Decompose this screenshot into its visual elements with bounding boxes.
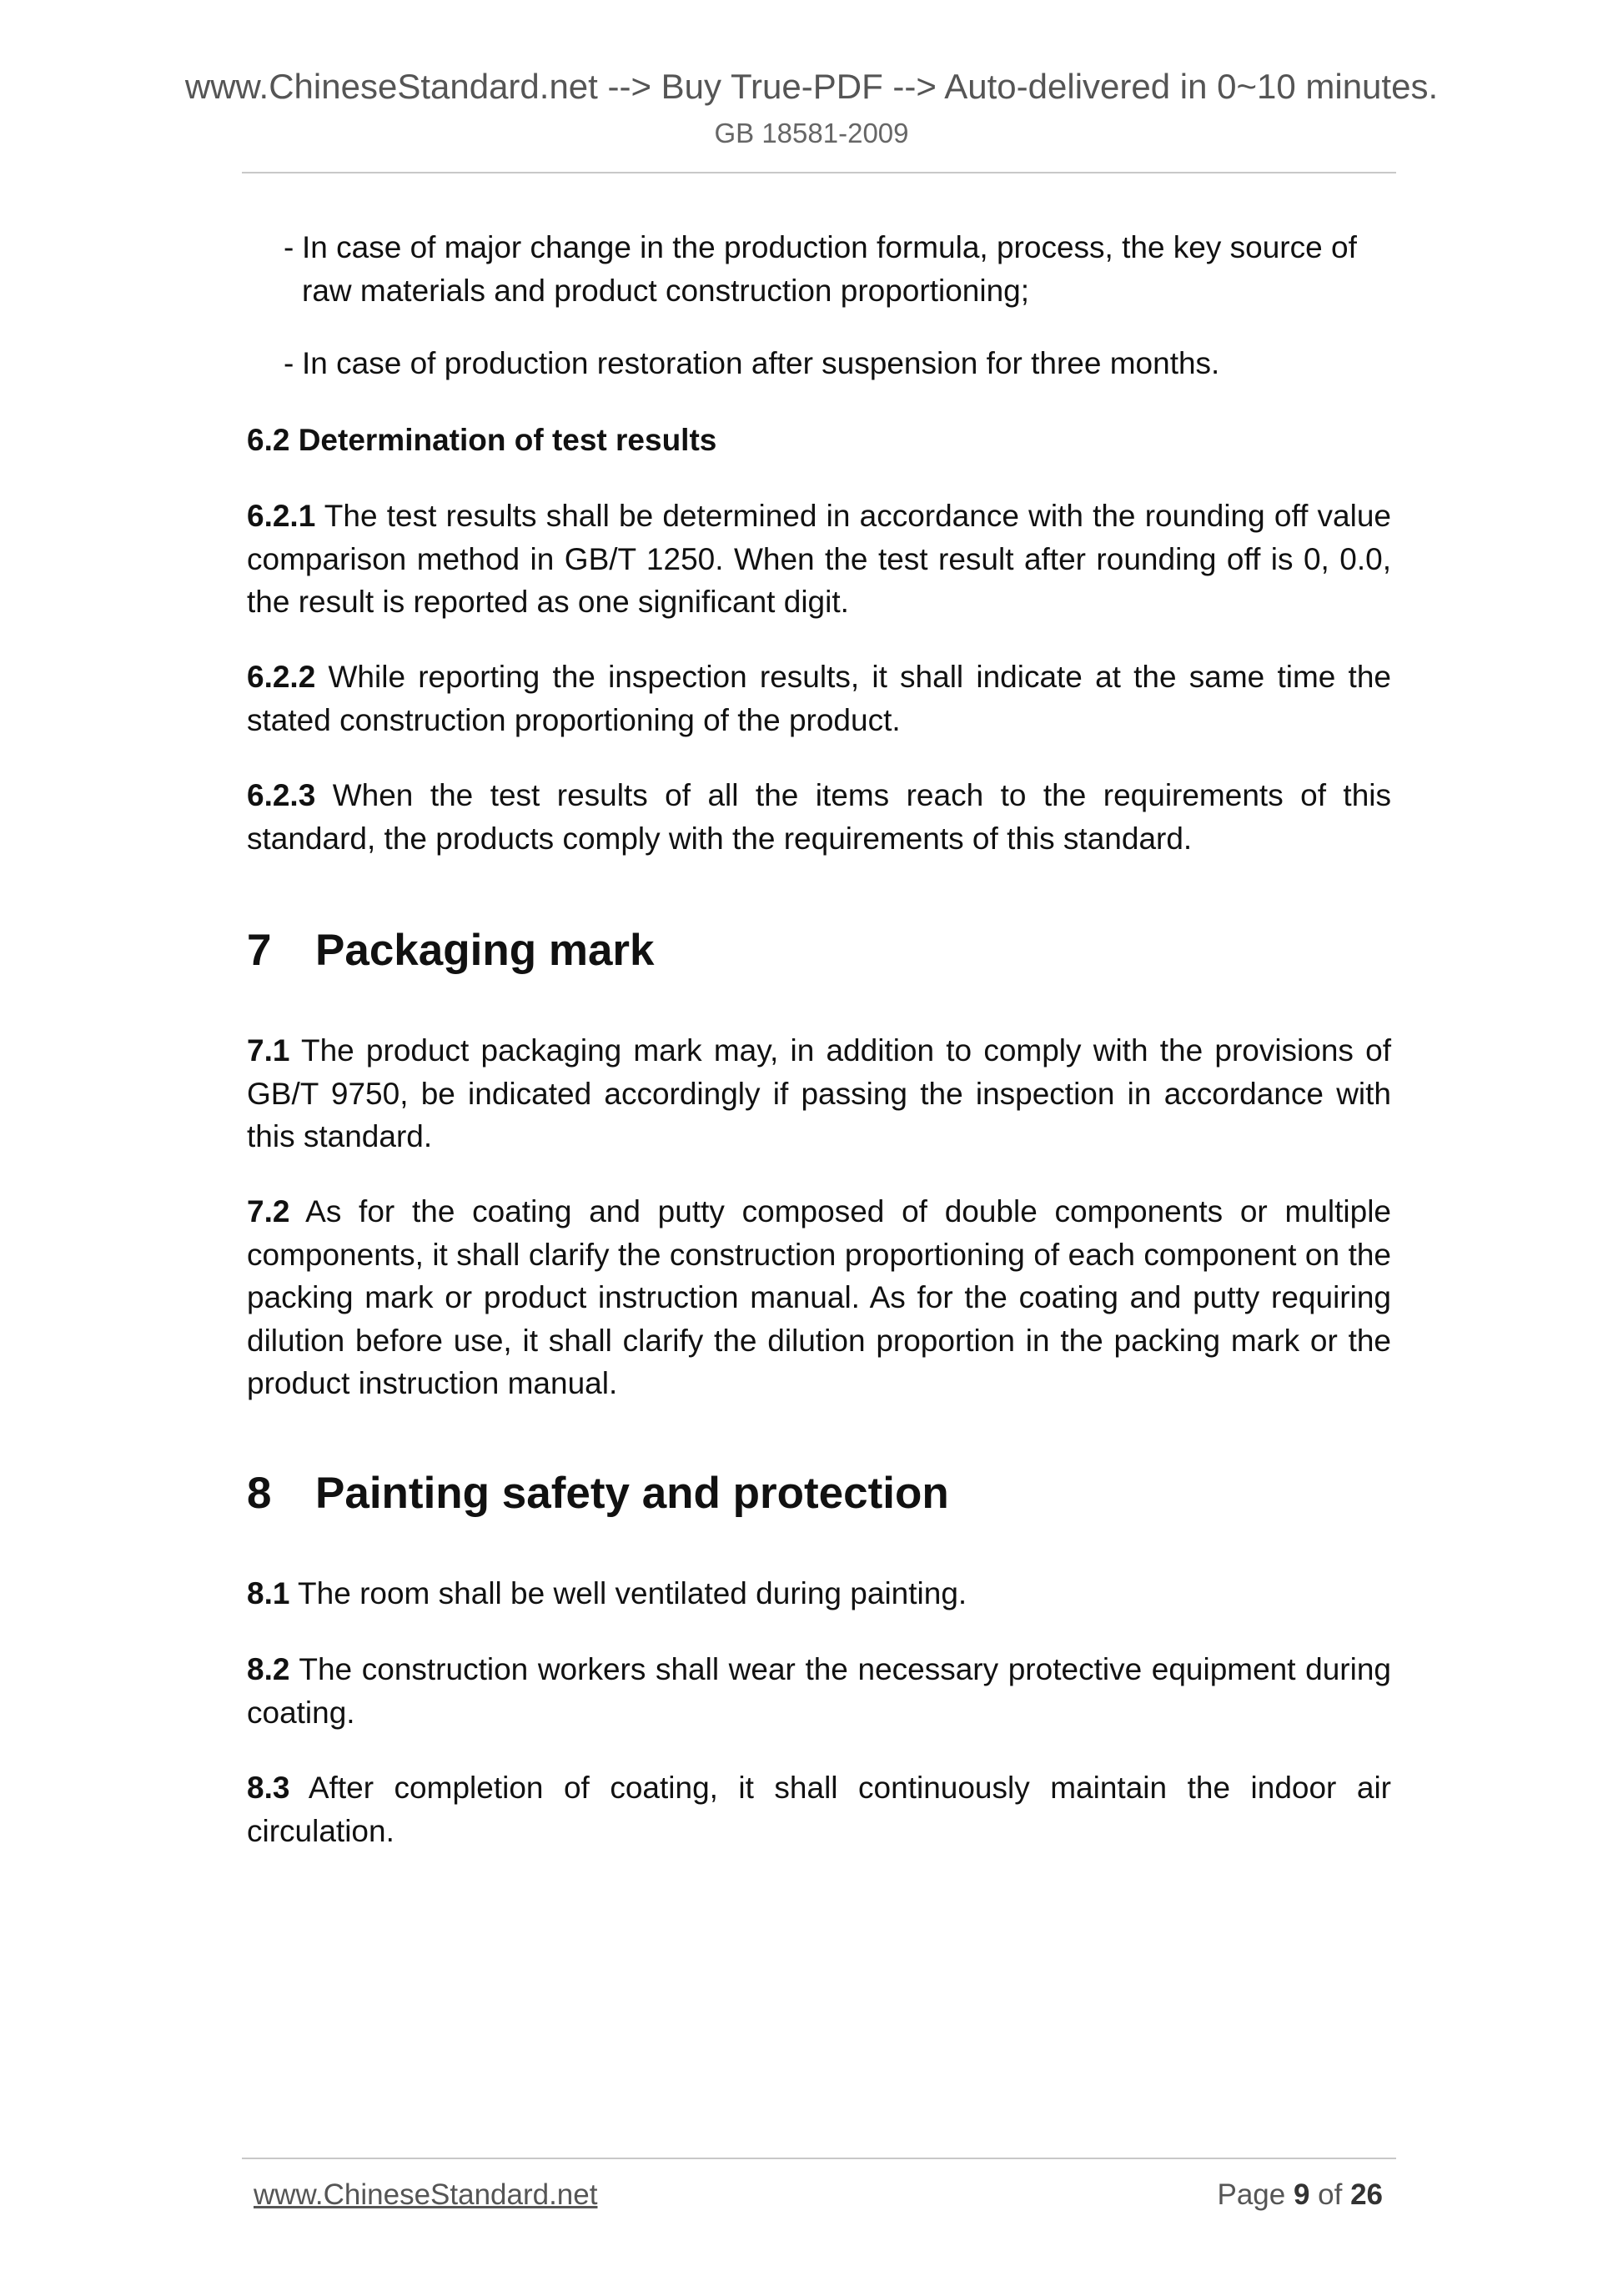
standard-id: GB 18581-2009: [714, 118, 909, 148]
list-item-text: In case of major change in the production formula, process, the key source of raw materials and product construction proportioning;: [302, 230, 1357, 308]
clause-8-2: [247, 1648, 1391, 1734]
page-of: of: [1309, 2178, 1351, 2211]
page-total: 26: [1350, 2178, 1383, 2211]
section-number: 8: [247, 1469, 272, 1518]
clause-number: 7.1: [247, 1033, 290, 1068]
clause-8-3: [247, 1766, 1391, 1852]
footer-website-link[interactable]: www.ChineseStandard.net: [254, 2178, 598, 2211]
header-divider: [242, 172, 1396, 173]
section-number: 7: [247, 926, 272, 975]
clause-number: 8.2: [247, 1652, 290, 1686]
clause-number: 8.3: [247, 1771, 290, 1805]
footer-divider: [242, 2158, 1396, 2159]
bullet-dash: -: [284, 346, 294, 380]
page-current: 9: [1293, 2178, 1310, 2211]
clause-number: 8.1: [247, 1576, 290, 1610]
section-title: Packaging mark: [315, 926, 655, 975]
clause-text: While reporting the inspection results, it shall indicate at the same time the stated construction proportioning of the product.: [247, 660, 1391, 737]
subsection-heading: 6.2 Determination of test results: [247, 423, 717, 457]
list-item: [284, 342, 1391, 385]
clause-text: The product packaging mark may, in addition to comply with the provisions of GB/T 9750, be indicated accordingly if passing the inspection in accordance with this standard.: [247, 1033, 1391, 1153]
clause-text: After completion of coating, it shall continuously maintain the indoor air circulation.: [247, 1771, 1391, 1848]
bullet-dash: -: [284, 230, 294, 264]
clause-text: The test results shall be determined in accordance with the rounding off value comparison method in GB/T 1250. When the test result after rounding off is 0, 0.0, the result is reported as one significant digit.: [247, 499, 1391, 619]
header-promo: www.ChineseStandard.net --> Buy True-PDF --> Auto-delivered in 0~10 minutes.: [184, 67, 1439, 106]
section-heading-8: [247, 1467, 949, 1520]
list-item: [284, 226, 1391, 312]
clause-number: 6.2.2: [247, 660, 316, 694]
clause-6-2-2: [247, 656, 1391, 741]
clause-7-2: [247, 1190, 1391, 1405]
list-item-text: In case of production restoration after suspension for three months.: [302, 346, 1220, 380]
clause-text: When the test results of all the items reach to the requirements of this standard, the products comply with the requirements of this standard.: [247, 778, 1391, 856]
clause-number: 7.2: [247, 1194, 290, 1228]
page-number: [1217, 2177, 1383, 2213]
clause-number: 6.2.3: [247, 778, 316, 812]
clause-7-1: [247, 1029, 1391, 1158]
clause-8-1: [247, 1572, 1391, 1615]
clause-text: The room shall be well ventilated during painting.: [289, 1576, 967, 1610]
page-prefix: Page: [1217, 2178, 1294, 2211]
clause-6-2-3: [247, 774, 1391, 860]
section-title: Painting safety and protection: [315, 1469, 949, 1518]
section-heading-7: [247, 924, 655, 977]
clause-text: The construction workers shall wear the necessary protective equipment during coating.: [247, 1652, 1391, 1730]
clause-number: 6.2.1: [247, 499, 316, 533]
clause-6-2-1: [247, 495, 1391, 624]
clause-text: As for the coating and putty composed of double components or multiple components, it shall clarify the construction proportioning of each component on the packing mark or product instruction manual. As for the coating and putty requiring dilution before use, it shall clarify the dilution proportion in the packing mark or the product instruction manual.: [247, 1194, 1391, 1400]
